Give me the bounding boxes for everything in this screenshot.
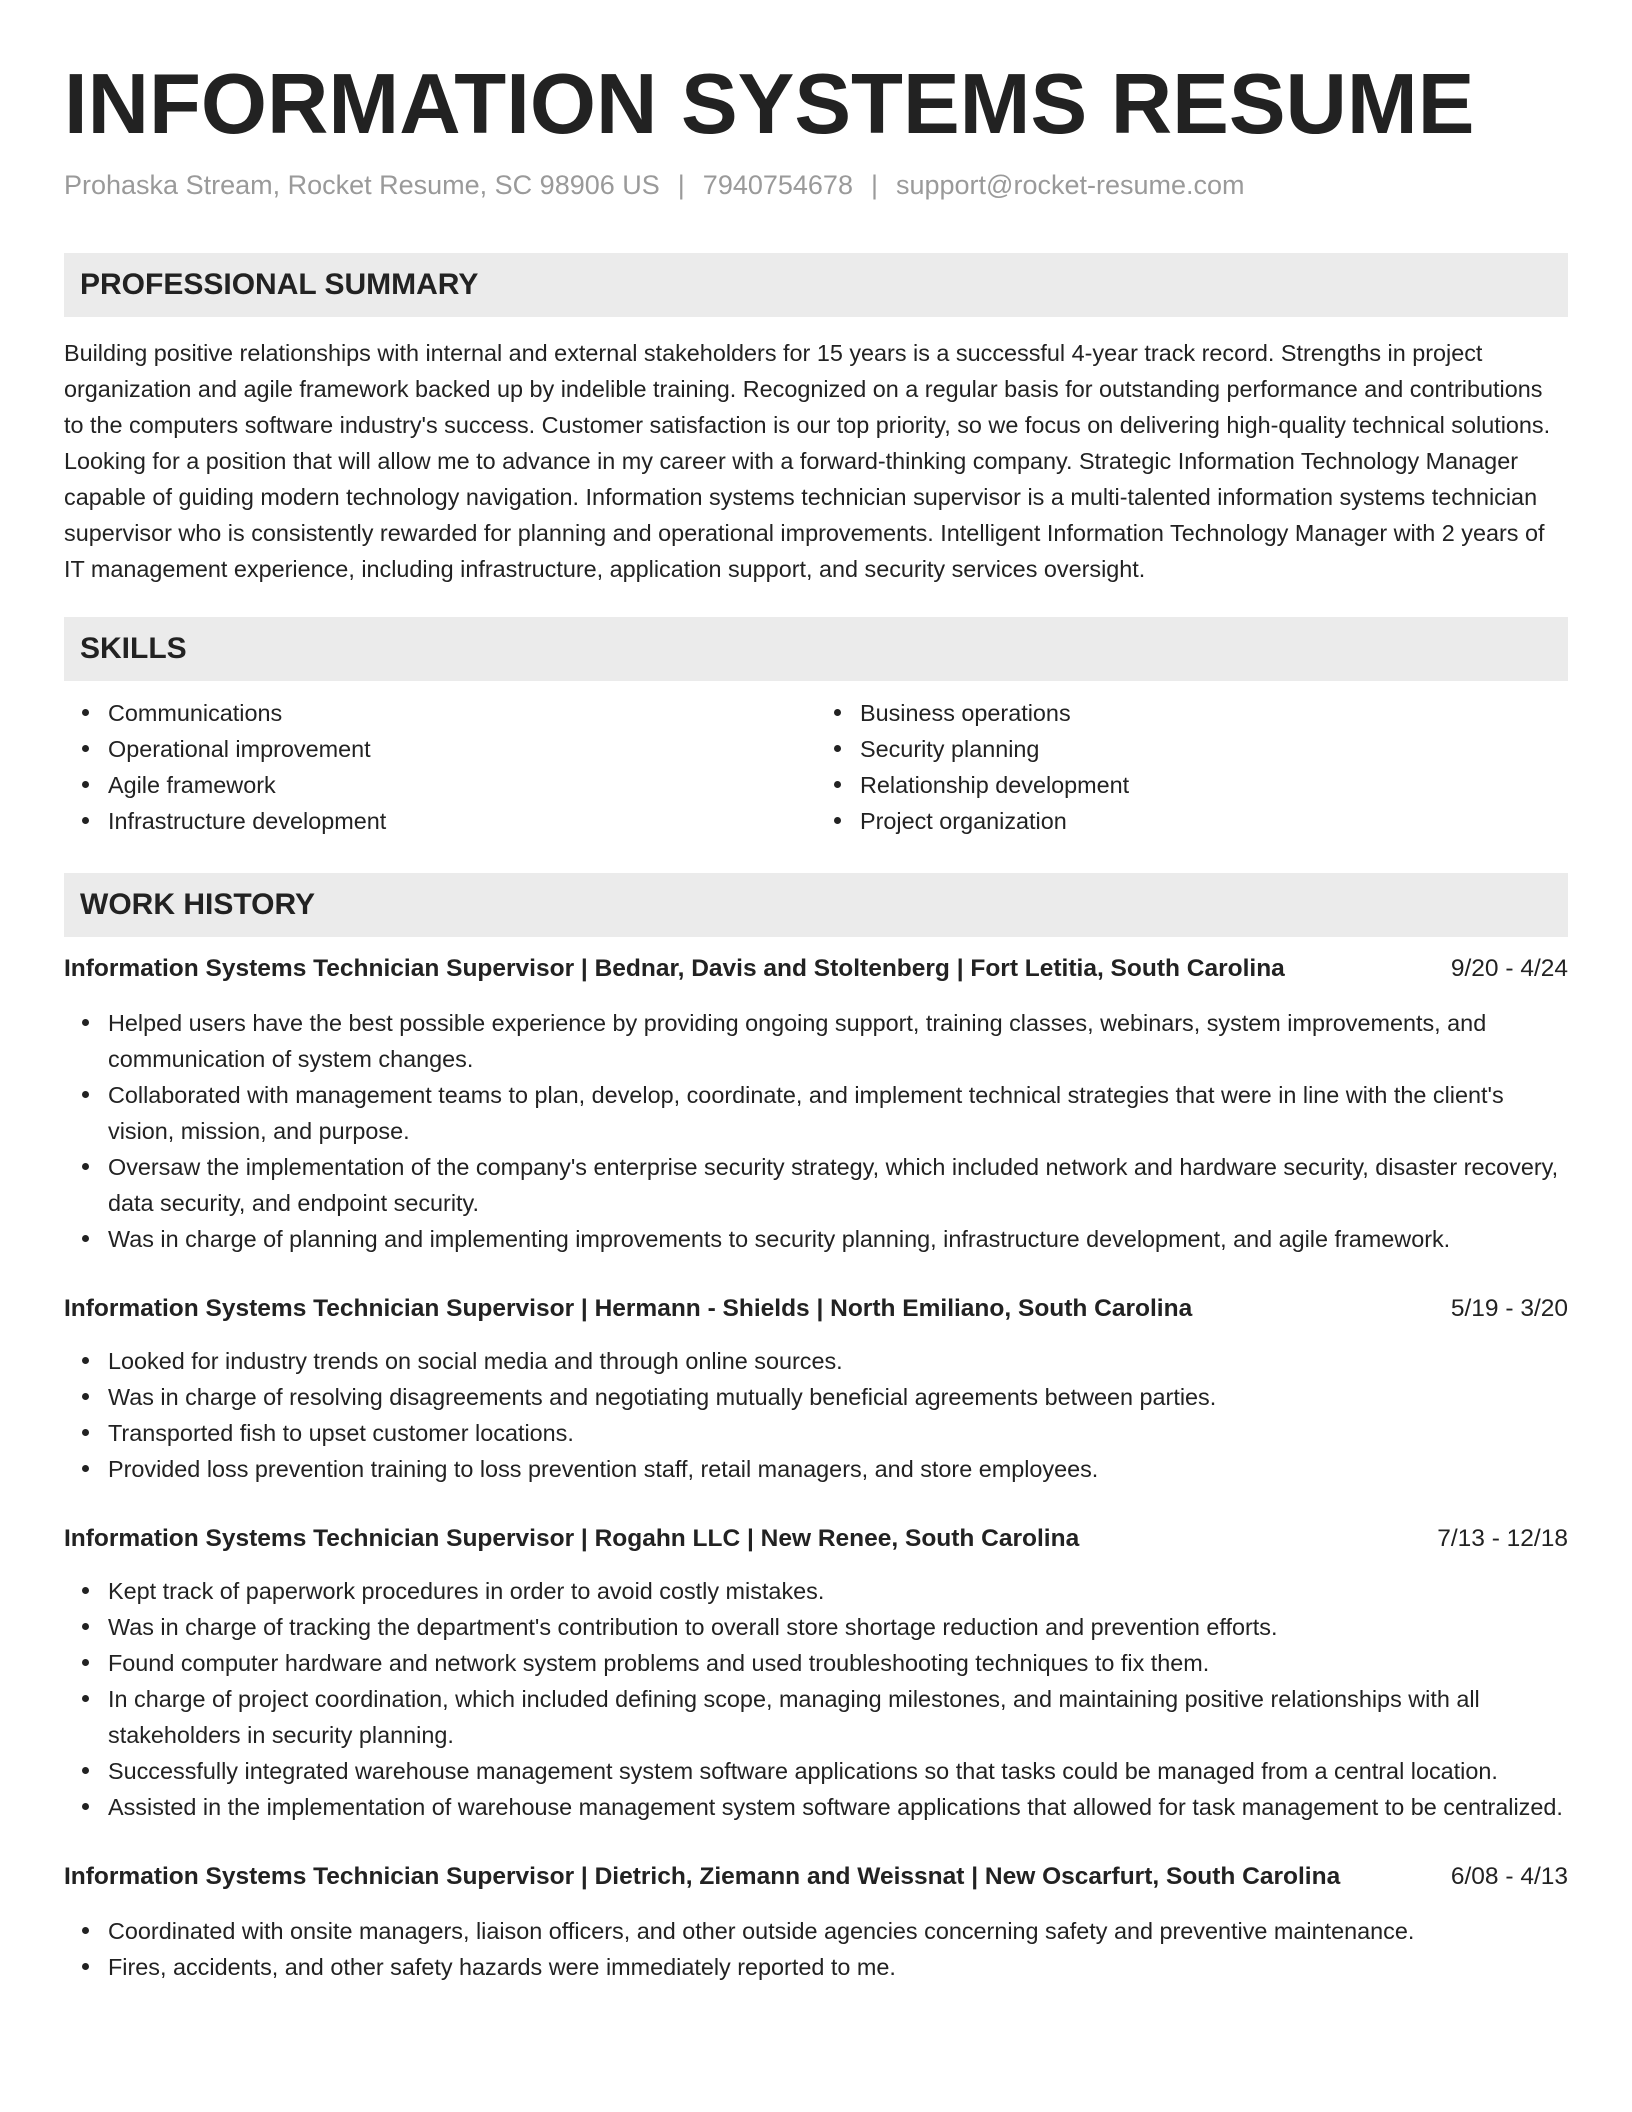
job-bullet: Collaborated with management teams to plan, develop, coordinate, and implement technical strategies that were in line with the client's vision, mission, and purpose. xyxy=(108,1077,1568,1149)
job-dates: 7/13 - 12/18 xyxy=(1437,1525,1568,1552)
job-bullet: Found computer hardware and network system problems and used troubleshooting techniques to fix them. xyxy=(108,1645,1568,1681)
job-bullet: Fires, accidents, and other safety hazards were immediately reported to me. xyxy=(108,1949,1568,1985)
job-header xyxy=(64,1291,1568,1327)
section-heading-summary: PROFESSIONAL SUMMARY xyxy=(64,253,1568,317)
job-header xyxy=(64,1859,1568,1895)
job-entry xyxy=(64,1291,1568,1487)
job-dates: 6/08 - 4/13 xyxy=(1450,1863,1568,1890)
job-bullet: Successfully integrated warehouse management system software applications so that tasks could be managed from a central location. xyxy=(108,1753,1568,1789)
job-bullet: Assisted in the implementation of warehouse management system software applications that allowed for task management to be centralized. xyxy=(108,1789,1568,1825)
job-entry xyxy=(64,951,1568,1257)
job-entry xyxy=(64,1859,1568,1985)
skill-item: Communications xyxy=(108,695,816,731)
summary-text: Building positive relationships with internal and external stakeholders for 15 years is a successful 4-year track record. Strengths in project organization and agile framework backed up by indelible training. Recognized on a regular basis for outstanding performance and contributions to the computers software industry's success. Customer satisfaction is our top priority, so we focus on delivering high-quality technical solutions. Looking for a position that will allow me to advance in my career with a forward-thinking company. Strategic Information Technology Manager capable of guiding modern technology navigation. Information systems technician supervisor is a multi-talented information systems technician supervisor who is consistently rewarded for planning and operational improvements. Intelligent Information Technology Manager with 2 years of IT management experience, including infrastructure, application support, and security services oversight. xyxy=(64,340,1551,582)
job-bullet: Transported fish to upset customer locations. xyxy=(108,1415,1568,1451)
job-entry xyxy=(64,1521,1568,1825)
section-heading-work-history: WORK HISTORY xyxy=(64,873,1568,937)
job-title: Information Systems Technician Supervisor | Hermann - Shields | North Emiliano, South Carolina xyxy=(64,1295,1193,1322)
contact-separator: | xyxy=(870,170,878,200)
skill-item: Operational improvement xyxy=(108,731,816,767)
job-title: Information Systems Technician Supervisor | Dietrich, Ziemann and Weissnat | New Oscarfurt, South Carolina xyxy=(64,1863,1341,1890)
job-bullet: Coordinated with onsite managers, liaison officers, and other outside agencies concerning safety and preventive maintenance. xyxy=(108,1913,1568,1949)
contact-email: support@rocket-resume.com xyxy=(895,170,1245,200)
job-dates: 9/20 - 4/24 xyxy=(1450,955,1568,982)
skills-column-left xyxy=(64,695,816,839)
contact-address: Prohaska Stream, Rocket Resume, SC 98906 US xyxy=(64,170,660,200)
job-bullet: Oversaw the implementation of the company's enterprise security strategy, which included network and hardware security, disaster recovery, data security, and endpoint security. xyxy=(108,1149,1568,1221)
job-bullet: Was in charge of resolving disagreements and negotiating mutually beneficial agreements between parties. xyxy=(108,1379,1568,1415)
job-title: Information Systems Technician Supervisor | Rogahn LLC | New Renee, South Carolina xyxy=(64,1525,1080,1552)
job-bullets xyxy=(64,1913,1568,1985)
skill-item: Agile framework xyxy=(108,767,816,803)
job-bullets xyxy=(64,1573,1568,1825)
skill-item: Security planning xyxy=(860,731,1568,767)
contact-line xyxy=(64,167,1568,203)
contact-phone: 7940754678 xyxy=(702,170,853,200)
skill-item: Project organization xyxy=(860,803,1568,839)
job-bullets xyxy=(64,1343,1568,1487)
job-header xyxy=(64,1521,1568,1557)
skill-item: Business operations xyxy=(860,695,1568,731)
job-dates: 5/19 - 3/20 xyxy=(1450,1295,1568,1322)
skill-item: Relationship development xyxy=(860,767,1568,803)
resume-title: INFORMATION SYSTEMS RESUME xyxy=(64,57,1475,152)
job-bullet: Helped users have the best possible experience by providing ongoing support, training classes, webinars, system improvements, and communication of system changes. xyxy=(108,1005,1568,1077)
job-bullet: In charge of project coordination, which included defining scope, managing milestones, and maintaining positive relationships with all stakeholders in security planning. xyxy=(108,1681,1568,1753)
skills-grid xyxy=(64,695,1568,839)
section-heading-skills: SKILLS xyxy=(64,617,1568,681)
contact-separator: | xyxy=(677,170,685,200)
skills-column-right xyxy=(816,695,1568,839)
job-bullet: Was in charge of planning and implementing improvements to security planning, infrastructure development, and agile framework. xyxy=(108,1221,1568,1257)
job-bullet: Kept track of paperwork procedures in order to avoid costly mistakes. xyxy=(108,1573,1568,1609)
job-bullet: Provided loss prevention training to loss prevention staff, retail managers, and store employees. xyxy=(108,1451,1568,1487)
skill-item: Infrastructure development xyxy=(108,803,816,839)
job-header xyxy=(64,951,1568,987)
job-title: Information Systems Technician Supervisor | Bednar, Davis and Stoltenberg | Fort Letitia, South Carolina xyxy=(64,955,1285,982)
job-bullet: Was in charge of tracking the department's contribution to overall store shortage reduction and prevention efforts. xyxy=(108,1609,1568,1645)
job-bullet: Looked for industry trends on social media and through online sources. xyxy=(108,1343,1568,1379)
job-bullets xyxy=(64,1005,1568,1257)
